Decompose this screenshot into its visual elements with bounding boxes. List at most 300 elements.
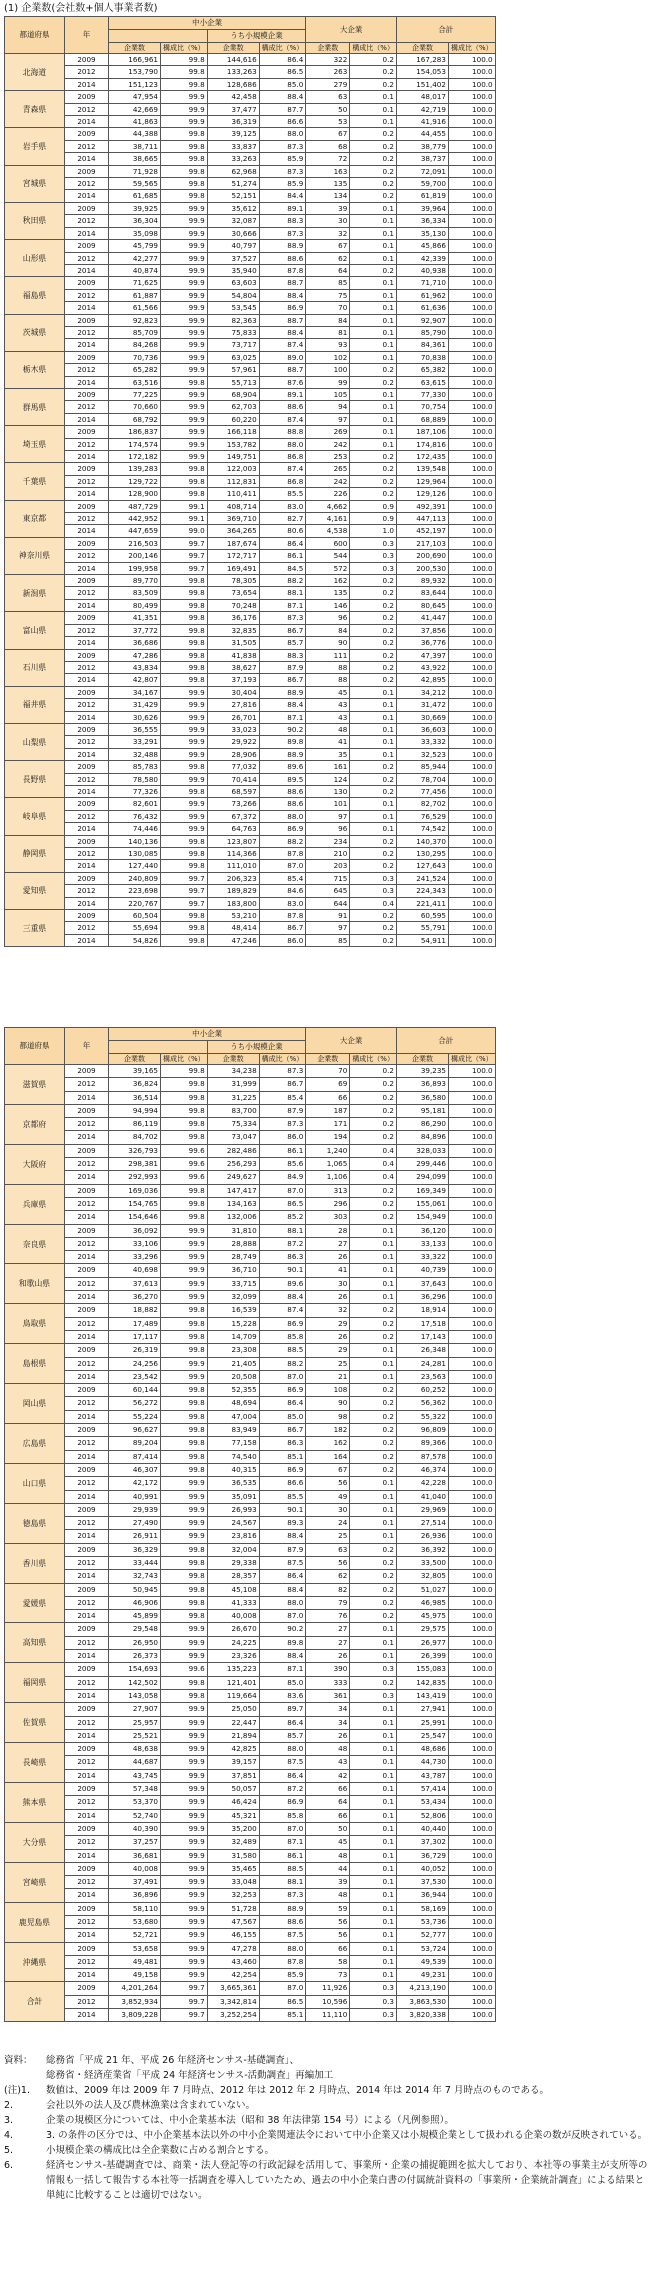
- value-cell: 99.9: [161, 1942, 208, 1955]
- value-cell: 26: [306, 1650, 350, 1663]
- value-cell: 96,627: [109, 1424, 161, 1437]
- year-cell: 2014: [65, 1929, 109, 1942]
- value-cell: 3,809,228: [109, 2009, 161, 2022]
- table-row: [5, 637, 496, 649]
- value-cell: 100.0: [448, 1104, 495, 1117]
- value-cell: 119,664: [207, 1689, 259, 1702]
- value-cell: 49,539: [396, 1955, 448, 1968]
- value-cell: 36,555: [109, 723, 161, 735]
- value-cell: 130,085: [109, 848, 161, 860]
- value-cell: 0.2: [350, 1397, 397, 1410]
- value-cell: 447,113: [396, 513, 448, 525]
- value-cell: 44: [306, 1862, 350, 1875]
- table-row: [5, 264, 496, 276]
- value-cell: 26,701: [207, 711, 259, 723]
- value-cell: 87.9: [259, 1104, 306, 1117]
- value-cell: 99.8: [161, 1211, 208, 1224]
- value-cell: 100.0: [448, 587, 495, 599]
- value-cell: 99.7: [161, 885, 208, 897]
- value-cell: 87.3: [259, 1889, 306, 1902]
- value-cell: 95,181: [396, 1104, 448, 1117]
- year-cell: 2012: [65, 1676, 109, 1689]
- value-cell: 0.3: [350, 2009, 397, 2022]
- value-cell: 33,291: [109, 736, 161, 748]
- prefecture-cell: 京都府: [5, 1104, 65, 1144]
- value-cell: 90: [306, 1397, 350, 1410]
- value-cell: 87.3: [259, 1118, 306, 1131]
- value-cell: 48: [306, 723, 350, 735]
- value-cell: 100.0: [448, 1277, 495, 1290]
- value-cell: 56,272: [109, 1397, 161, 1410]
- year-cell: 2012: [65, 364, 109, 376]
- value-cell: 99.9: [161, 1224, 208, 1237]
- value-cell: 87.8: [259, 910, 306, 922]
- value-cell: 88.9: [259, 748, 306, 760]
- table-row: [5, 451, 496, 463]
- value-cell: 99.8: [161, 140, 208, 152]
- value-cell: 100.0: [448, 823, 495, 835]
- value-cell: 56: [306, 1929, 350, 1942]
- header-year: 年: [65, 1028, 109, 1065]
- value-cell: 172,717: [207, 550, 259, 562]
- value-cell: 88.0: [259, 1942, 306, 1955]
- value-cell: 24,225: [207, 1636, 259, 1649]
- value-cell: 88.7: [259, 314, 306, 326]
- value-cell: 99.9: [161, 388, 208, 400]
- value-cell: 87.3: [259, 227, 306, 239]
- value-cell: 85,783: [109, 761, 161, 773]
- value-cell: 21: [306, 1370, 350, 1383]
- value-cell: 100.0: [448, 872, 495, 884]
- value-cell: 94: [306, 401, 350, 413]
- value-cell: 80,645: [396, 599, 448, 611]
- value-cell: 85.8: [259, 1809, 306, 1822]
- header-ratio: 構成比（%）: [448, 1054, 495, 1065]
- table-row: [5, 934, 496, 946]
- value-cell: 269: [306, 426, 350, 438]
- value-cell: 86,119: [109, 1118, 161, 1131]
- value-cell: 100.0: [448, 1663, 495, 1676]
- value-cell: 0.2: [350, 1131, 397, 1144]
- value-cell: 100.0: [448, 1197, 495, 1210]
- header-count: 企業数: [109, 43, 161, 54]
- value-cell: 61,962: [396, 289, 448, 301]
- value-cell: 84.5: [259, 562, 306, 574]
- prefecture-cell: 福井県: [5, 686, 65, 723]
- value-cell: 26,936: [396, 1530, 448, 1543]
- value-cell: 100.0: [448, 773, 495, 785]
- value-cell: 100.0: [448, 388, 495, 400]
- year-cell: 2014: [65, 897, 109, 909]
- table-row: [5, 897, 496, 909]
- value-cell: 33,715: [207, 1277, 259, 1290]
- table-row: [5, 1689, 496, 1702]
- value-cell: 54,911: [396, 934, 448, 946]
- value-cell: 99.8: [161, 1397, 208, 1410]
- value-cell: 100.0: [448, 686, 495, 698]
- value-cell: 43: [306, 699, 350, 711]
- value-cell: 76: [306, 1610, 350, 1623]
- value-cell: 0.1: [350, 1836, 397, 1849]
- value-cell: 44,730: [396, 1756, 448, 1769]
- value-cell: 99.8: [161, 1384, 208, 1397]
- year-cell: 2012: [65, 661, 109, 673]
- value-cell: 100.0: [448, 1942, 495, 1955]
- value-cell: 99.8: [161, 575, 208, 587]
- year-cell: 2012: [65, 1197, 109, 1210]
- table-row: [5, 1969, 496, 1982]
- value-cell: 99.9: [161, 736, 208, 748]
- value-cell: 282,486: [207, 1144, 259, 1157]
- value-cell: 167,283: [396, 54, 448, 66]
- prefecture-cell: 青森県: [5, 91, 65, 128]
- value-cell: 25,991: [396, 1716, 448, 1729]
- value-cell: 1.0: [350, 525, 397, 537]
- year-cell: 2012: [65, 773, 109, 785]
- table-row: [5, 1743, 496, 1756]
- value-cell: 89.6: [259, 761, 306, 773]
- value-cell: 99.8: [161, 848, 208, 860]
- value-cell: 1,240: [306, 1144, 350, 1157]
- value-cell: 87.4: [259, 1304, 306, 1317]
- prefecture-cell: 静岡県: [5, 835, 65, 872]
- value-cell: 0.1: [350, 1503, 397, 1516]
- value-cell: 155,083: [396, 1663, 448, 1676]
- year-cell: 2012: [65, 215, 109, 227]
- value-cell: 30: [306, 1503, 350, 1516]
- value-cell: 87.4: [259, 463, 306, 475]
- value-cell: 4,213,190: [396, 1982, 448, 1995]
- value-cell: 99.1: [161, 513, 208, 525]
- table-row: [5, 885, 496, 897]
- header-ratio: 構成比（%）: [259, 1054, 306, 1065]
- value-cell: 256,293: [207, 1158, 259, 1171]
- value-cell: 0.1: [350, 1357, 397, 1370]
- value-cell: 0.1: [350, 686, 397, 698]
- prefecture-cell: 愛媛県: [5, 1583, 65, 1623]
- value-cell: 0.2: [350, 153, 397, 165]
- value-cell: 84,268: [109, 339, 161, 351]
- table-row: [5, 1543, 496, 1556]
- table-row: [5, 339, 496, 351]
- value-cell: 45,799: [109, 240, 161, 252]
- year-cell: 2009: [65, 835, 109, 847]
- value-cell: 89.1: [259, 388, 306, 400]
- value-cell: 99.8: [161, 66, 208, 78]
- value-cell: 48,686: [396, 1743, 448, 1756]
- table-row: [5, 277, 496, 289]
- value-cell: 42,254: [207, 1969, 259, 1982]
- value-cell: 0.2: [350, 1197, 397, 1210]
- year-cell: 2014: [65, 599, 109, 611]
- value-cell: 100.0: [448, 1370, 495, 1383]
- value-cell: 86.8: [259, 451, 306, 463]
- value-cell: 100.0: [448, 1583, 495, 1596]
- value-cell: 0.2: [350, 1570, 397, 1583]
- value-cell: 88.4: [259, 1530, 306, 1543]
- value-cell: 194: [306, 1131, 350, 1144]
- year-cell: 2012: [65, 922, 109, 934]
- year-cell: 2014: [65, 153, 109, 165]
- value-cell: 30: [306, 1277, 350, 1290]
- value-cell: 221,411: [396, 897, 448, 909]
- value-cell: 100.0: [448, 488, 495, 500]
- value-cell: 99.8: [161, 488, 208, 500]
- value-cell: 100.0: [448, 364, 495, 376]
- table-row: [5, 302, 496, 314]
- value-cell: 0.1: [350, 1969, 397, 1982]
- value-cell: 169,491: [207, 562, 259, 574]
- value-cell: 100.0: [448, 562, 495, 574]
- value-cell: 65,282: [109, 364, 161, 376]
- table-row: [5, 1384, 496, 1397]
- value-cell: 85.7: [259, 637, 306, 649]
- value-cell: 29: [306, 1317, 350, 1330]
- year-cell: 2012: [65, 1995, 109, 2008]
- table-row: [5, 1424, 496, 1437]
- value-cell: 32: [306, 1304, 350, 1317]
- value-cell: 99.9: [161, 723, 208, 735]
- header-ratio: 構成比（%）: [161, 43, 208, 54]
- note-text: 小規模企業の構成比は全企業数に占める割合とする。: [46, 2145, 275, 2156]
- value-cell: 0.3: [350, 550, 397, 562]
- value-cell: 45,108: [207, 1583, 259, 1596]
- value-cell: 127,440: [109, 860, 161, 872]
- header-total: 合計: [396, 17, 495, 43]
- prefecture-cell: 新潟県: [5, 575, 65, 612]
- value-cell: 88.7: [259, 364, 306, 376]
- value-cell: 100.0: [448, 1171, 495, 1184]
- value-cell: 100.0: [448, 1969, 495, 1982]
- table-row: [5, 1902, 496, 1915]
- value-cell: 27: [306, 1623, 350, 1636]
- value-cell: 0.2: [350, 1078, 397, 1091]
- value-cell: 87.5: [259, 1756, 306, 1769]
- value-cell: 129,722: [109, 475, 161, 487]
- value-cell: 23,563: [396, 1370, 448, 1383]
- value-cell: 36,092: [109, 1224, 161, 1237]
- value-cell: 111: [306, 649, 350, 661]
- prefecture-cell: 茨城県: [5, 314, 65, 351]
- prefecture-cell: 北海道: [5, 54, 65, 91]
- value-cell: 99.9: [161, 699, 208, 711]
- value-cell: 100.0: [448, 1556, 495, 1569]
- value-cell: 77,225: [109, 388, 161, 400]
- value-cell: 313: [306, 1184, 350, 1197]
- year-cell: 2009: [65, 1703, 109, 1716]
- value-cell: 86.1: [259, 1144, 306, 1157]
- table-row: [5, 1955, 496, 1968]
- value-cell: 21,405: [207, 1357, 259, 1370]
- year-cell: 2012: [65, 550, 109, 562]
- value-cell: 0.2: [350, 1676, 397, 1689]
- value-cell: 100.0: [448, 1437, 495, 1450]
- value-cell: 100.0: [448, 1902, 495, 1915]
- value-cell: 81: [306, 326, 350, 338]
- value-cell: 26: [306, 1291, 350, 1304]
- value-cell: 100.0: [448, 1743, 495, 1756]
- value-cell: 80.6: [259, 525, 306, 537]
- value-cell: 20,508: [207, 1370, 259, 1383]
- value-cell: 47,246: [207, 934, 259, 946]
- value-cell: 49,231: [396, 1969, 448, 1982]
- value-cell: 100.0: [448, 575, 495, 587]
- value-cell: 41,863: [109, 116, 161, 128]
- year-cell: 2009: [65, 240, 109, 252]
- value-cell: 89,366: [396, 1437, 448, 1450]
- year-cell: 2014: [65, 1889, 109, 1902]
- value-cell: 100.0: [448, 1384, 495, 1397]
- value-cell: 0.4: [350, 1144, 397, 1157]
- value-cell: 57,348: [109, 1783, 161, 1796]
- value-cell: 105: [306, 388, 350, 400]
- value-cell: 84: [306, 314, 350, 326]
- year-cell: 2012: [65, 178, 109, 190]
- value-cell: 0.1: [350, 1849, 397, 1862]
- value-cell: 0.1: [350, 823, 397, 835]
- value-cell: 0.2: [350, 1184, 397, 1197]
- value-cell: 83,644: [396, 587, 448, 599]
- note-label: (注)1.: [4, 2085, 30, 2096]
- value-cell: 0.2: [350, 649, 397, 661]
- value-cell: 38,737: [396, 153, 448, 165]
- value-cell: 87.3: [259, 612, 306, 624]
- value-cell: 68,792: [109, 413, 161, 425]
- value-cell: 86.7: [259, 922, 306, 934]
- table-row: [5, 1663, 496, 1676]
- header-count: 企業数: [109, 1054, 161, 1065]
- table-row: [5, 612, 496, 624]
- value-cell: 47,397: [396, 649, 448, 661]
- value-cell: 189,829: [207, 885, 259, 897]
- table-title: (1) 企業数(会社数+個人事業者数): [4, 3, 158, 14]
- value-cell: 36,603: [396, 723, 448, 735]
- value-cell: 49,481: [109, 1955, 161, 1968]
- note-label: 4.: [4, 2130, 14, 2141]
- value-cell: 147,417: [207, 1184, 259, 1197]
- year-cell: 2012: [65, 252, 109, 264]
- value-cell: 50,945: [109, 1583, 161, 1596]
- note-item: [4, 2143, 649, 2158]
- value-cell: 36,580: [396, 1091, 448, 1104]
- value-cell: 0.1: [350, 202, 397, 214]
- value-cell: 4,201,264: [109, 1982, 161, 1995]
- year-cell: 2009: [65, 1543, 109, 1556]
- value-cell: 0.1: [350, 103, 397, 115]
- table-row: [5, 748, 496, 760]
- value-cell: 0.1: [350, 1224, 397, 1237]
- value-cell: 99.8: [161, 1689, 208, 1702]
- value-cell: 0.1: [350, 326, 397, 338]
- value-cell: 99.9: [161, 1783, 208, 1796]
- value-cell: 88.4: [259, 1583, 306, 1596]
- value-cell: 3,665,361: [207, 1982, 259, 1995]
- value-cell: 99.9: [161, 1955, 208, 1968]
- value-cell: 0.9: [350, 500, 397, 512]
- value-cell: 328,033: [396, 1144, 448, 1157]
- value-cell: 54,826: [109, 934, 161, 946]
- value-cell: 27: [306, 1237, 350, 1250]
- value-cell: 143,419: [396, 1689, 448, 1702]
- value-cell: 132,006: [207, 1211, 259, 1224]
- value-cell: 99.9: [161, 339, 208, 351]
- value-cell: 265: [306, 463, 350, 475]
- value-cell: 42,719: [396, 103, 448, 115]
- value-cell: 0.2: [350, 848, 397, 860]
- value-cell: 216,503: [109, 537, 161, 549]
- value-cell: 17,143: [396, 1330, 448, 1343]
- year-cell: 2014: [65, 674, 109, 686]
- value-cell: 100.0: [448, 178, 495, 190]
- value-cell: 0.2: [350, 1118, 397, 1131]
- value-cell: 99.9: [161, 1636, 208, 1649]
- value-cell: 99.9: [161, 1849, 208, 1862]
- value-cell: 0.1: [350, 1237, 397, 1250]
- value-cell: 63: [306, 91, 350, 103]
- value-cell: 100.0: [448, 1849, 495, 1862]
- value-cell: 99.9: [161, 1756, 208, 1769]
- value-cell: 97: [306, 413, 350, 425]
- table-row: [5, 1224, 496, 1237]
- value-cell: 0.2: [350, 140, 397, 152]
- value-cell: 99.9: [161, 711, 208, 723]
- value-cell: 0.1: [350, 116, 397, 128]
- year-cell: 2014: [65, 1171, 109, 1184]
- value-cell: 88: [306, 661, 350, 673]
- value-cell: 88.1: [259, 587, 306, 599]
- note-items: [4, 2083, 649, 2203]
- value-cell: 100.0: [448, 2009, 495, 2022]
- value-cell: 53,545: [207, 302, 259, 314]
- value-cell: 87,414: [109, 1450, 161, 1463]
- value-cell: 100.0: [448, 1131, 495, 1144]
- table-row: [5, 1144, 496, 1157]
- value-cell: 29,548: [109, 1623, 161, 1636]
- year-cell: 2009: [65, 91, 109, 103]
- value-cell: 53,736: [396, 1916, 448, 1929]
- value-cell: 187,674: [207, 537, 259, 549]
- year-cell: 2009: [65, 1623, 109, 1636]
- value-cell: 24,256: [109, 1357, 161, 1370]
- value-cell: 78,704: [396, 773, 448, 785]
- table-row: [5, 413, 496, 425]
- value-cell: 87.6: [259, 376, 306, 388]
- table-row: [5, 910, 496, 922]
- value-cell: 0.1: [350, 215, 397, 227]
- value-cell: 0.3: [350, 1995, 397, 2008]
- value-cell: 135,223: [207, 1663, 259, 1676]
- year-cell: 2014: [65, 1769, 109, 1782]
- value-cell: 99.8: [161, 1317, 208, 1330]
- table-row: [5, 1291, 496, 1304]
- value-cell: 0.3: [350, 885, 397, 897]
- value-cell: 0.1: [350, 1783, 397, 1796]
- value-cell: 0.2: [350, 1211, 397, 1224]
- value-cell: 99.6: [161, 1158, 208, 1171]
- value-cell: 37,302: [396, 1836, 448, 1849]
- value-cell: 78,305: [207, 575, 259, 587]
- year-cell: 2014: [65, 637, 109, 649]
- year-cell: 2014: [65, 339, 109, 351]
- value-cell: 0.2: [350, 1424, 397, 1437]
- value-cell: 0.1: [350, 1955, 397, 1968]
- value-cell: 0.1: [350, 1490, 397, 1503]
- value-cell: 10,596: [306, 1995, 350, 2008]
- value-cell: 169,036: [109, 1184, 161, 1197]
- year-cell: 2014: [65, 823, 109, 835]
- prefecture-cell: 滋賀県: [5, 1065, 65, 1105]
- value-cell: 25,957: [109, 1716, 161, 1729]
